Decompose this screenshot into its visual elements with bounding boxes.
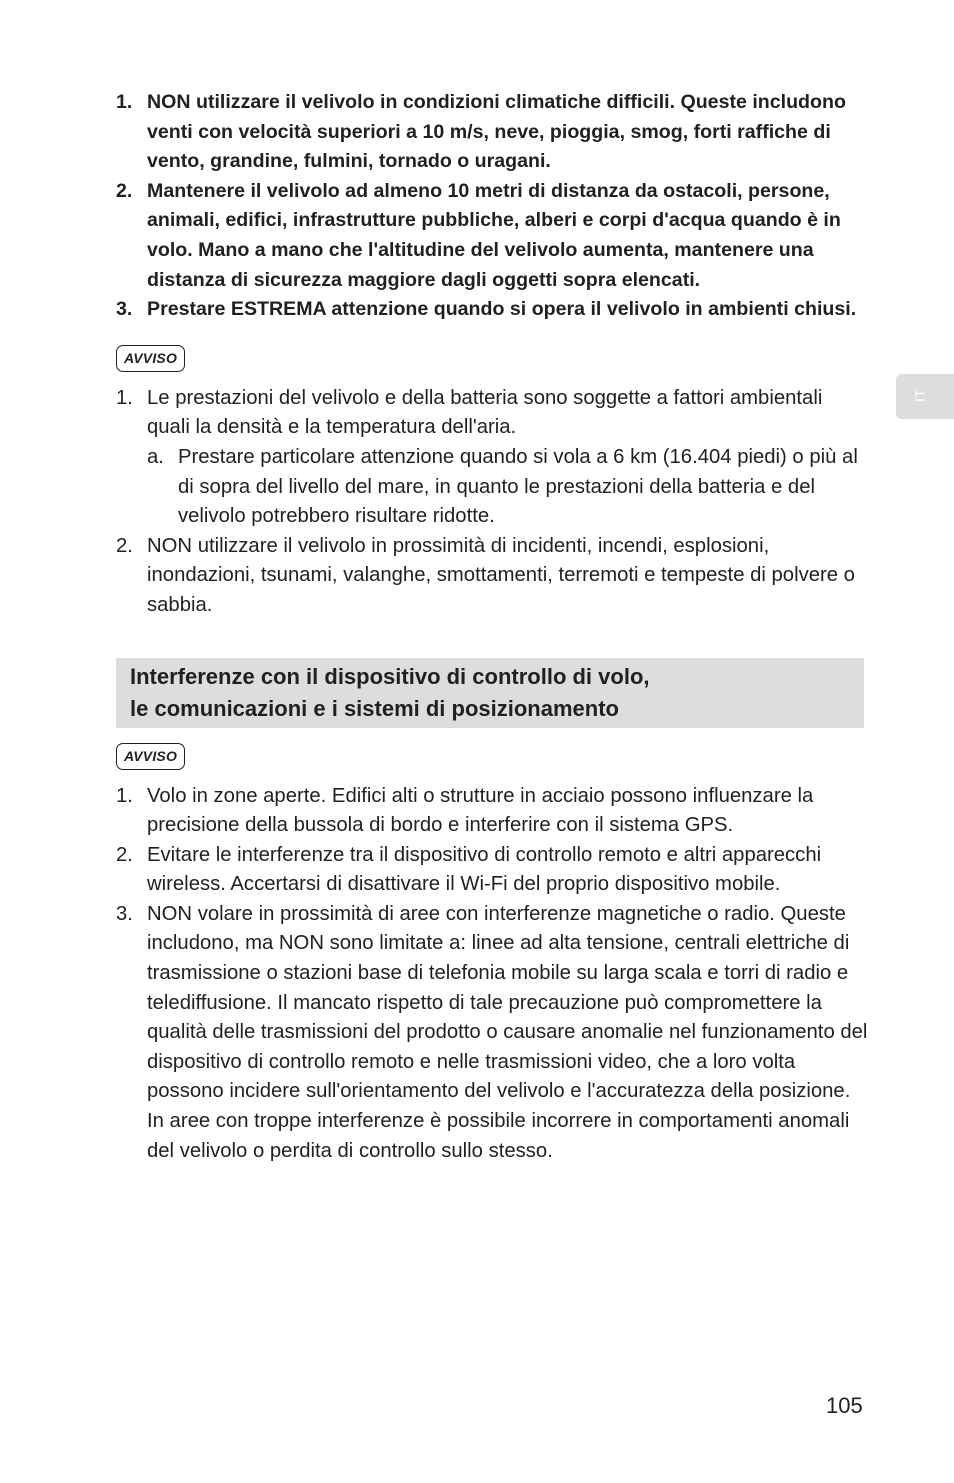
- section-heading-line: le comunicazioni e i sistemi di posizionamento: [130, 695, 619, 721]
- page-content: [116, 88, 868, 1166]
- item-number: 1.: [116, 784, 133, 807]
- notice-badge: AVVISO: [116, 345, 185, 372]
- sub-item-letter: a.: [147, 445, 164, 468]
- list-item: [116, 384, 868, 532]
- sub-item-text: Prestare particolare attenzione quando si vola a 6 km (16.404 piedi) o più al di sopra del livello del mare, in quanto le prestazioni della batteria e del velivolo potrebbero risultare ridotte.: [178, 445, 858, 528]
- item-text: Le prestazioni del velivolo e della batteria sono soggette a fattori ambientali quali la densità e la temperatura dell'aria.: [147, 386, 823, 439]
- item-text: Prestare ESTREMA attenzione quando si opera il velivolo in ambienti chiusi.: [147, 298, 857, 321]
- list-item: [116, 177, 868, 295]
- item-text: NON utilizzare il velivolo in condizioni climatiche difficili. Queste includono venti con velocità superiori a 10 m/s, neve, pioggia, smog, forti raffiche di vento, grandine, fulmini, tornado o uragani.: [147, 91, 846, 173]
- item-number: 2.: [116, 843, 133, 866]
- language-tab: [896, 374, 954, 419]
- item-text: Evitare le interferenze tra il dispositivo di controllo remoto e altri apparecchi wireless. Accertarsi di disattivare il Wi-Fi del proprio dispositivo mobile.: [147, 843, 822, 896]
- item-number: 1.: [116, 386, 133, 409]
- list-item: [116, 88, 868, 177]
- item-text: NON volare in prossimità di aree con interferenze magnetiche o radio. Queste includono, ma NON sono limitate a: linee ad alta tensione, centrali elettriche di trasmissione o stazioni base di telefonia mobile su larga scala e torri di radio e telediffusione. Il mancato rispetto di tale precauzione può compromettere la qualità delle trasmissioni del prodotto o causare anomalie nel funzionamento del dispositivo di controllo remoto e nelle trasmissioni video, che a loro volta possono incidere sull'orientamento del velivolo e l'accuratezza della posizione. In aree con troppe interferenze è possibile incorrere in comportamenti anomali del velivolo o perdita di controllo sullo stesso.: [147, 902, 868, 1162]
- list-item: [116, 532, 868, 621]
- section-heading-line: Interferenze con il dispositivo di controllo di volo,: [130, 663, 650, 689]
- item-number: 3.: [116, 298, 133, 321]
- section-heading: [116, 658, 864, 728]
- warning-list: [116, 88, 868, 325]
- item-number: 3.: [116, 902, 133, 925]
- item-number: 1.: [116, 91, 133, 113]
- language-tab-label: IT: [912, 388, 930, 403]
- notice-badge: AVVISO: [116, 743, 185, 770]
- notice-list: [116, 384, 868, 621]
- page-number: 105: [826, 1393, 863, 1418]
- item-number: 2.: [116, 179, 133, 202]
- list-item: [116, 900, 868, 1166]
- list-item: [116, 782, 868, 841]
- list-item: [116, 295, 868, 325]
- item-text: Mantenere il velivolo ad almeno 10 metri di distanza da ostacoli, persone, animali, edifici, infrastrutture pubbliche, alberi e corpi d'acqua quando è in volo. Mano a mano che l'altitudine del velivolo aumenta, mantenere una distanza di sicurezza maggiore dagli oggetti sopra elencati.: [147, 179, 841, 291]
- sub-list: [147, 443, 868, 532]
- list-item: [116, 841, 868, 900]
- item-number: 2.: [116, 534, 133, 557]
- item-text: NON utilizzare il velivolo in prossimità di incidenti, incendi, esplosioni, inondazioni, tsunami, valanghe, smottamenti, terremoti e tempeste di polvere o sabbia.: [147, 534, 855, 616]
- sub-list-item: [147, 443, 868, 532]
- item-text: Volo in zone aperte. Edifici alti o strutture in acciaio possono influenzare la precisione della bussola di bordo e interferire con il sistema GPS.: [147, 784, 814, 837]
- notice-list: [116, 782, 868, 1167]
